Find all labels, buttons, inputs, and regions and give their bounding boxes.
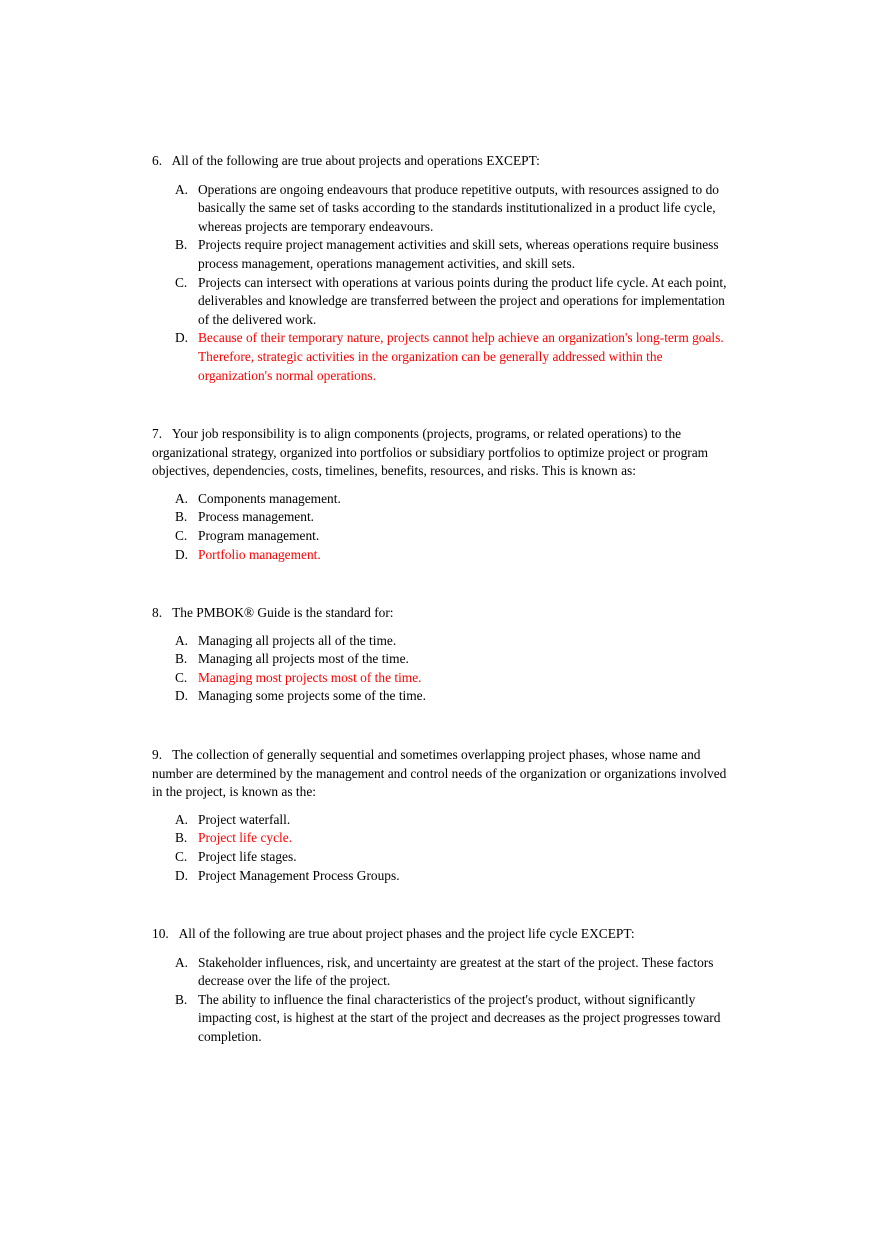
option-letter: B.: [175, 237, 188, 253]
question-number: 10.: [152, 926, 169, 941]
option-letter: D.: [175, 330, 189, 346]
option-letter: D.: [175, 867, 189, 883]
option-a: [152, 490, 732, 509]
option-d: [152, 687, 732, 706]
option-c-correct: [152, 669, 732, 688]
question-stem: [152, 925, 732, 944]
option-letter: C.: [175, 848, 188, 864]
answer-options: [152, 632, 732, 706]
option-a: [152, 181, 732, 237]
option-a: [152, 811, 732, 830]
option-d-correct: [152, 546, 732, 565]
option-letter: D.: [175, 546, 189, 562]
option-letter: B.: [175, 509, 188, 525]
question-text: All of the following are true about project phases and the project life cycle EXCEPT:: [178, 926, 635, 941]
answer-options: [152, 181, 732, 386]
question-number: 8.: [152, 605, 163, 620]
option-d: [152, 867, 732, 886]
option-c: [152, 527, 732, 546]
option-letter: B.: [175, 991, 188, 1007]
option-text: Stakeholder influences, risk, and uncertainty are greatest at the start of the project. These factors decrease over the life of the project.: [198, 954, 714, 989]
option-b: [152, 236, 732, 273]
question-number: 7.: [152, 426, 163, 441]
option-text: Project Management Process Groups.: [198, 867, 400, 883]
option-b: [152, 650, 732, 669]
option-letter: A.: [175, 490, 189, 506]
option-b: [152, 991, 732, 1047]
question-text: The PMBOK® Guide is the standard for:: [172, 605, 394, 620]
option-text: Components management.: [198, 490, 341, 506]
option-a: [152, 954, 732, 991]
option-text: Operations are ongoing endeavours that produce repetitive outputs, with resources assigned to do basically the same set of tasks according to the standards institutionalized in a product life cycle, whereas projects are temporary endeavours.: [198, 181, 719, 234]
option-text: Managing some projects some of the time.: [198, 688, 426, 704]
question-7: [152, 425, 732, 564]
correct-answer-text: Project life cycle.: [198, 830, 293, 846]
option-letter: A.: [175, 811, 189, 827]
option-letter: C.: [175, 274, 188, 290]
option-text: The ability to influence the final characteristics of the project's product, without significantly impacting cost, is highest at the start of the project and decreases as the project progresses toward completion.: [198, 991, 721, 1044]
question-stem: [152, 425, 732, 481]
question-6: [152, 152, 732, 385]
correct-answer-text: Managing most projects most of the time.: [198, 669, 422, 685]
answer-options: [152, 490, 732, 564]
question-text: Your job responsibility is to align components (projects, programs, or related operations) to the organizational strategy, organized into portfolios or subsidiary portfolios to optimize project or program objectives, dependencies, costs, timelines, benefits, resources, and risks. This is known as:: [152, 426, 709, 479]
option-letter: D.: [175, 688, 189, 704]
option-text: Projects can intersect with operations at various points during the product life cycle. At each point, deliverables and knowledge are transferred between the project and operations for implementation of the delivered work.: [198, 274, 727, 327]
option-b-correct: [152, 829, 732, 848]
question-9: [152, 746, 732, 885]
question-8: [152, 604, 732, 706]
option-letter: C.: [175, 527, 188, 543]
option-letter: B.: [175, 651, 188, 667]
question-stem: [152, 746, 732, 802]
option-letter: C.: [175, 669, 188, 685]
question-text: All of the following are true about projects and operations EXCEPT:: [171, 153, 540, 168]
question-stem: [152, 152, 732, 171]
option-letter: A.: [175, 632, 189, 648]
option-text: Process management.: [198, 509, 315, 525]
question-number: 9.: [152, 747, 163, 762]
correct-answer-text: Portfolio management.: [198, 546, 321, 562]
answer-options: [152, 954, 732, 1047]
option-letter: B.: [175, 830, 188, 846]
correct-answer-text: Because of their temporary nature, projects cannot help achieve an organization's long-term goals. Therefore, strategic activities in the organization can be generally addressed within the organization's normal operations.: [198, 330, 724, 383]
option-text: Program management.: [198, 527, 320, 543]
option-text: Project waterfall.: [198, 811, 291, 827]
option-letter: A.: [175, 954, 189, 970]
option-text: Projects require project management activities and skill sets, whereas operations require business process management, operations management activities, and skill sets.: [198, 237, 719, 271]
option-text: Managing all projects most of the time.: [198, 651, 409, 667]
question-10: [152, 925, 732, 1047]
question-number: 6.: [152, 153, 163, 168]
option-a: [152, 632, 732, 651]
option-d-correct: [152, 329, 732, 385]
option-text: Managing all projects all of the time.: [198, 632, 397, 648]
option-text: Project life stages.: [198, 848, 297, 864]
question-stem: [152, 604, 732, 623]
option-c: [152, 848, 732, 867]
option-c: [152, 274, 732, 330]
option-letter: A.: [175, 181, 189, 197]
answer-options: [152, 811, 732, 885]
option-b: [152, 508, 732, 527]
question-text: The collection of generally sequential and sometimes overlapping project phases, whose name and number are determined by the management and control needs of the organization or organizations involved in the project, is known as the:: [152, 747, 727, 800]
